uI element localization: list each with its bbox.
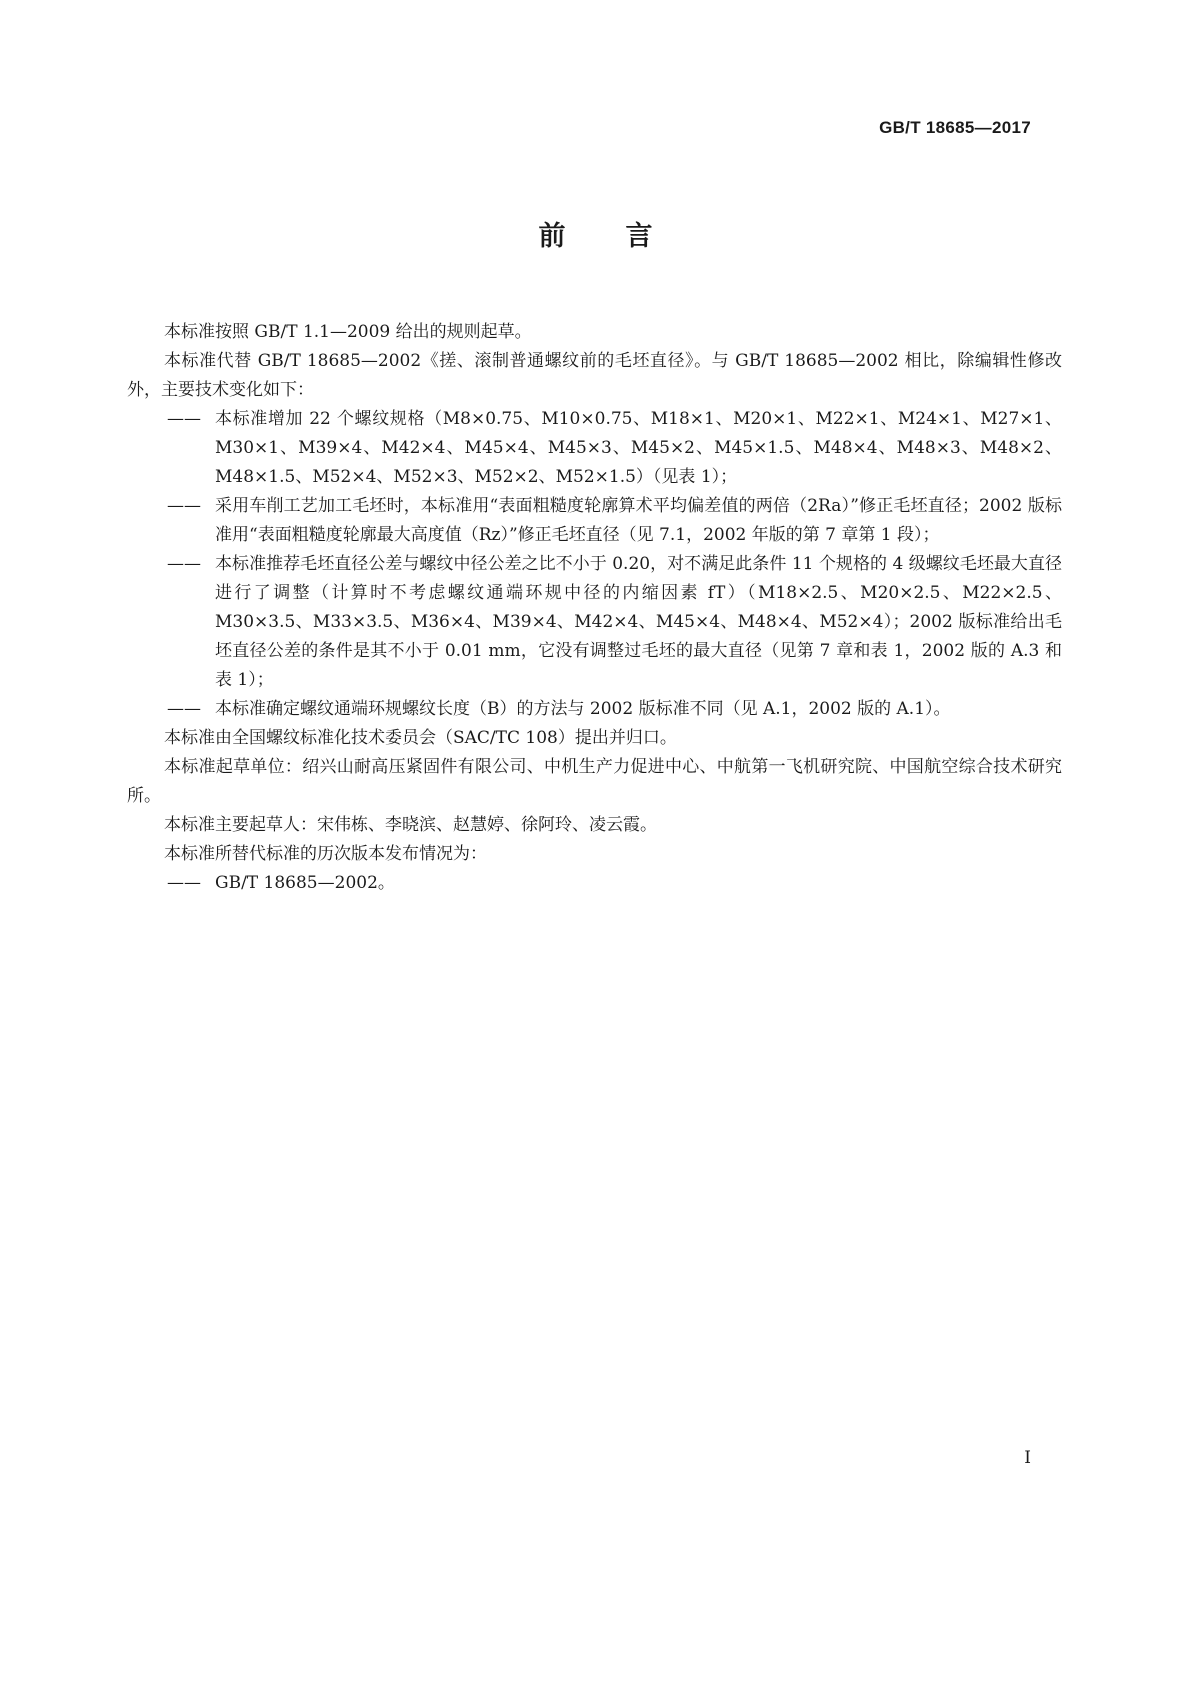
page-number: I bbox=[1024, 1448, 1031, 1468]
list-item-text: GB/T 18685—2002。 bbox=[215, 873, 395, 893]
paragraph-drafters: 本标准主要起草人：宋伟栋、李晓滨、赵慧婷、徐阿玲、凌云霞。 bbox=[164, 815, 657, 835]
dash-marker: —— bbox=[167, 496, 201, 516]
list-item-text: 本标准增加 22 个螺纹规格（M8×0.75、M10×0.75、M18×1、M20×1、M22×1、M24×1、M27×1、M30×1、M39×4、M42×4、M45×4、M45×3、M45×2、M45×1.5、M48×4、M48×3、M48×2、M48×1.5、M52×4、M52×3、M52×2、M52×1.5）（见表 1）； bbox=[215, 409, 1062, 487]
list-item-text: 本标准推荐毛坯直径公差与螺纹中径公差之比不小于 0.20，对不满足此条件 11 个规格的 4 级螺纹毛坯最大直径进行了调整（计算时不考虑螺纹通端环规中径的内缩因素 fT）（M18×2.5、M20×2.5、M22×2.5、M30×3.5、M33×3.5、M36×4、M39×4、M42×4、M45×4、M48×4、M52×4）；2002 版标准给出毛坯直径公差的条件是其不小于 0.01 mm，它没有调整过毛坯的最大直径（见第 7 章和表 1，2002 版的 A.3 和表 1）； bbox=[215, 554, 1062, 690]
list-item-previous-edition bbox=[127, 869, 1062, 898]
paragraph-replacement: 本标准代替 GB/T 18685—2002《搓、滚制普通螺纹前的毛坯直径》。与 GB/T 18685—2002 相比，除编辑性修改外，主要技术变化如下： bbox=[127, 351, 1062, 400]
dash-marker: —— bbox=[167, 873, 201, 893]
list-item-text: 采用车削工艺加工毛坯时，本标准用“表面粗糙度轮廓算术平均偏差值的两倍（2Ra）”修正毛坯直径；2002 版标准用“表面粗糙度轮廓最大高度值（Rz）”修正毛坯直径（见 7.1，2002 年版的第 7 章第 1 段）； bbox=[215, 496, 1062, 545]
page-title bbox=[0, 214, 1191, 253]
paragraph-drafting-rules: 本标准按照 GB/T 1.1—2009 给出的规则起草。 bbox=[164, 322, 532, 342]
paragraph-previous-editions: 本标准所替代标准的历次版本发布情况为： bbox=[164, 844, 487, 864]
dash-marker: —— bbox=[167, 554, 201, 574]
list-item-tolerance bbox=[127, 550, 1062, 695]
foreword-body bbox=[127, 318, 1062, 898]
dash-marker: —— bbox=[167, 699, 201, 719]
list-item-text: 本标准确定螺纹通端环规螺纹长度（B）的方法与 2002 版标准不同（见 A.1，2002 版的 A.1）。 bbox=[215, 699, 951, 719]
list-item-gauge-length bbox=[127, 695, 1062, 724]
paragraph-proposed-by: 本标准由全国螺纹标准化技术委员会（SAC/TC 108）提出并归口。 bbox=[164, 728, 677, 748]
title-char-1: 前 bbox=[538, 221, 566, 252]
title-char-2: 言 bbox=[625, 221, 653, 252]
paragraph-drafting-units: 本标准起草单位：绍兴山耐高压紧固件有限公司、中机生产力促进中心、中航第一飞机研究院、中国航空综合技术研究所。 bbox=[127, 757, 1062, 806]
list-item-roughness bbox=[127, 492, 1062, 550]
standard-code: GB/T 18685—2017 bbox=[879, 118, 1031, 137]
dash-marker: —— bbox=[167, 409, 201, 429]
list-item-new-thread-sizes bbox=[127, 405, 1062, 492]
